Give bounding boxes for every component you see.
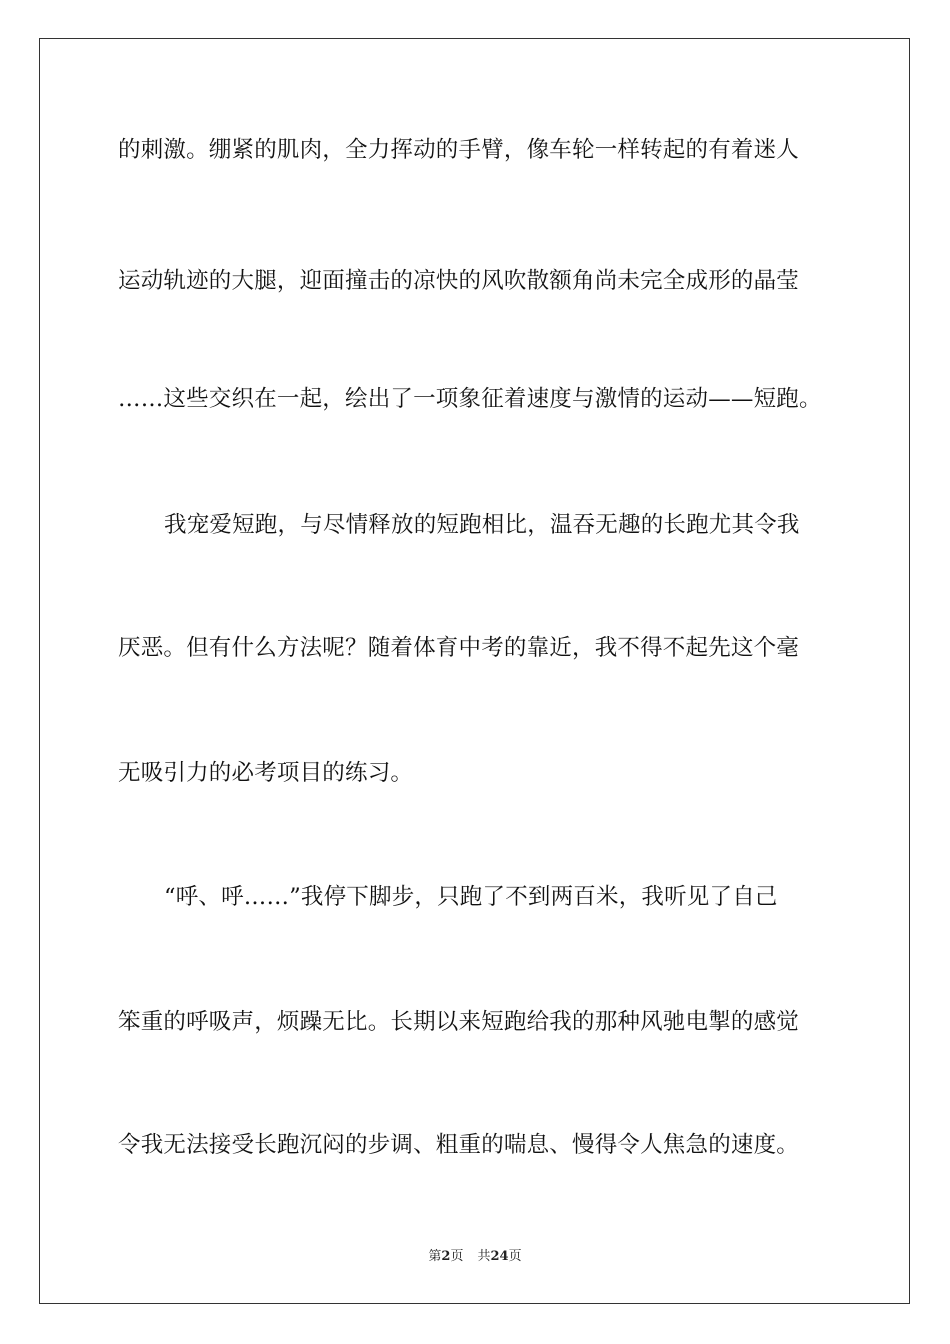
body-line-7: “呼、呼……”我停下脚步，只跑了不到两百米，我听见了自己 [164,884,778,910]
total-suffix: 页 [508,1249,522,1264]
body-line-9: 令我无法接受长跑沉闷的步调、粗重的喘息、慢得令人焦急的速度。 [118,1132,800,1158]
body-line-5: 厌恶。但有什么方法呢？随着体育中考的靠近，我不得不起先这个毫 [118,635,800,661]
page-number: 2 [441,1249,451,1264]
page-footer [0,1245,950,1264]
body-line-3: ……这些交织在一起，绘出了一项象征着速度与激情的运动——短跑。 [118,386,822,412]
page-prefix: 第 [428,1249,442,1264]
page-border [39,38,910,1304]
body-line-4: 我宠爱短跑，与尽情释放的短跑相比，温吞无趣的长跑尤其令我 [164,512,800,538]
body-line-1: 的刺激。绷紧的肌肉，全力挥动的手臂，像车轮一样转起的有着迷人 [118,137,800,163]
body-line-6: 无吸引力的必考项目的练习。 [118,760,414,786]
total-pages: 24 [490,1249,509,1264]
body-line-8: 笨重的呼吸声，烦躁无比。长期以来短跑给我的那种风驰电掣的感觉 [118,1009,800,1035]
total-prefix: 共 [477,1249,491,1264]
page-suffix: 页 [450,1249,464,1264]
body-line-2: 运动轨迹的大腿，迎面撞击的凉快的风吹散额角尚未完全成形的晶莹 [118,268,800,294]
